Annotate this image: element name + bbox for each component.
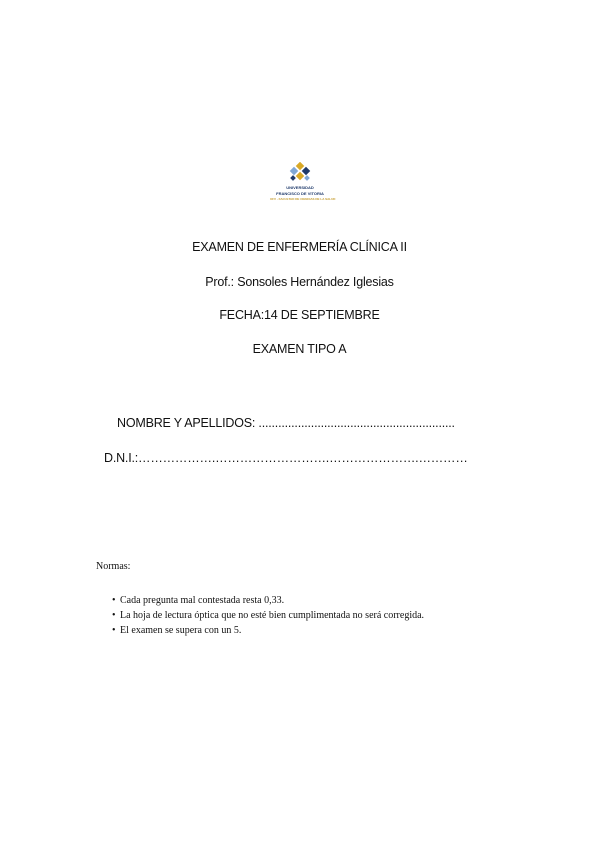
norms-title: Normas:	[96, 561, 131, 572]
name-field: NOMBRE Y APELLIDOS: ............................................................	[117, 416, 455, 430]
bullet: •	[112, 625, 116, 636]
list-item	[112, 593, 424, 608]
university-emblem-icon	[287, 162, 313, 184]
exam-title: EXAMEN DE ENFERMERÍA CLÍNICA II	[192, 240, 407, 254]
norms-list	[112, 593, 424, 638]
bullet: •	[112, 610, 116, 621]
logo-text-line-3: UFV · FACULTAD DE CIENCIAS DE LA SALUD	[270, 197, 336, 201]
bullet: •	[112, 595, 116, 606]
list-item	[112, 608, 424, 623]
logo-text-line-1: UNIVERSIDAD	[286, 185, 314, 190]
logo-text-line-2: FRANCISCO DE VITORIA	[276, 191, 324, 196]
dni-field: D.N.I.:……………….……………………….………………….…………	[104, 451, 468, 465]
exam-date: FECHA:14 DE SEPTIEMBRE	[219, 308, 380, 322]
university-logo	[270, 162, 336, 204]
list-item	[112, 623, 424, 638]
professor-name: Prof.: Sonsoles Hernández Iglesias	[205, 275, 394, 289]
exam-type: EXAMEN TIPO A	[252, 342, 347, 356]
norm-text: El examen se supera con un 5.	[120, 625, 242, 636]
norm-text: La hoja de lectura óptica que no esté bien cumplimentada no será corregida.	[120, 610, 425, 621]
norm-text: Cada pregunta mal contestada resta 0,33.	[120, 595, 285, 606]
